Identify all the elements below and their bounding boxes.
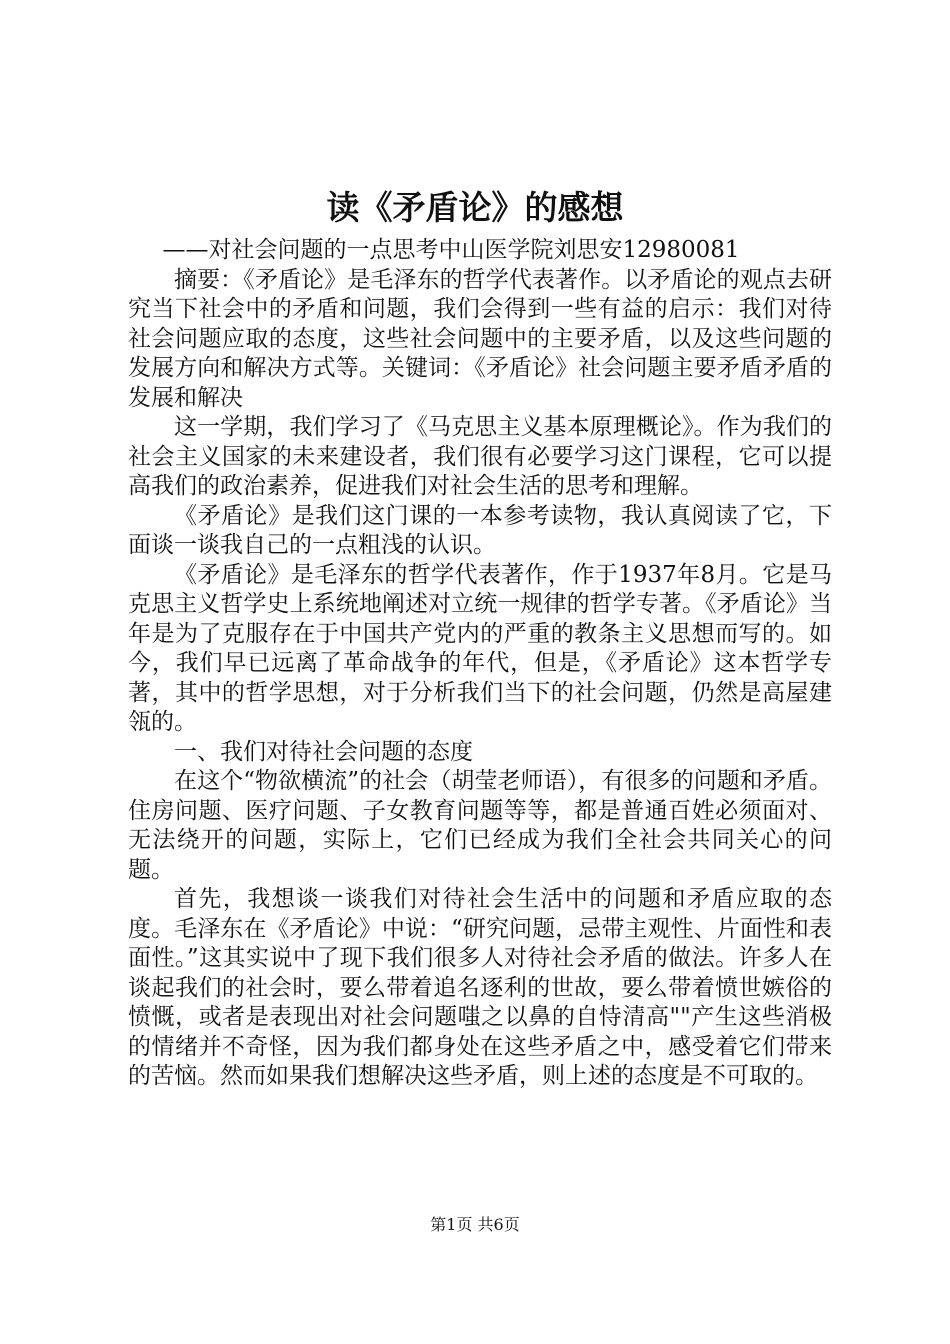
body-paragraph: 这一学期，我们学习了《马克思主义基本原理概论》。作为我们的社会主义国家的未来建设者，我们很有必要学习这门课程，它可以提高我们的政治素养，促进我们对社会生活的思考和理解。 [128, 414, 832, 499]
body-paragraph: 《矛盾论》是毛泽东的哲学代表著作，作于1937年8月。它是马克思主义哲学史上系统地阐述对立统一规律的哲学专著。《矛盾论》当年是为了克服存在于中国共产党内的严重的教条主义思想而写的。如今，我们早已远离了革命战争的年代，但是，《矛盾论》这本哲学专著，其中的哲学思想，对于分析我们当下的社会问题，仍然是高屋建瓴的。 [128, 561, 832, 735]
page-number-footer: 第1页 共6页 [430, 1215, 520, 1234]
body-paragraph: 在这个“物欲横流”的社会（胡莹老师语），有很多的问题和矛盾。住房问题、医疗问题、子女教育问题等等，都是普通百姓必须面对、无法绕开的问题，实际上，它们已经成为我们全社会共同关心的问题。 [128, 768, 832, 883]
document-body [128, 236, 832, 1092]
body-paragraph: 《矛盾论》是我们这门课的一本参考读物，我认真阅读了它，下面谈一谈我自己的一点粗浅的认识。 [128, 502, 832, 558]
abstract-paragraph: 摘要：《矛盾论》是毛泽东的哲学代表著作。以矛盾论的观点去研究当下社会中的矛盾和问题，我们会得到一些有益的启示：我们对待社会问题应取的态度，这些社会问题中的主要矛盾，以及这些问题的发展方向和解决方式等。关键词：《矛盾论》社会问题主要矛盾矛盾的发展和解决 [128, 266, 832, 411]
document-title: 读《矛盾论》的感想 [326, 188, 624, 227]
section-heading: 一、我们对待社会问题的态度 [174, 738, 473, 765]
document-subtitle: ——对社会问题的一点思考中山医学院刘思安12980081 [162, 237, 740, 263]
body-paragraph: 首先，我想谈一谈我们对待社会生活中的问题和矛盾应取的态度。毛泽东在《矛盾论》中说：“研究问题，忌带主观性、片面性和表面性。”这其实说中了现下我们很多人对待社会矛盾的做法。许多人在谈起我们的社会时，要么带着追名逐利的世故，要么带着愤世嫉俗的愤慨，或者是表现出对社会问题嗤之以鼻的自恃清高""产生这些消极的情绪并不奇怪，因为我们都身处在这些矛盾之中，感受着它们带来的苦恼。然而如果我们想解决这些矛盾，则上述的态度是不可取的。 [128, 886, 832, 1089]
